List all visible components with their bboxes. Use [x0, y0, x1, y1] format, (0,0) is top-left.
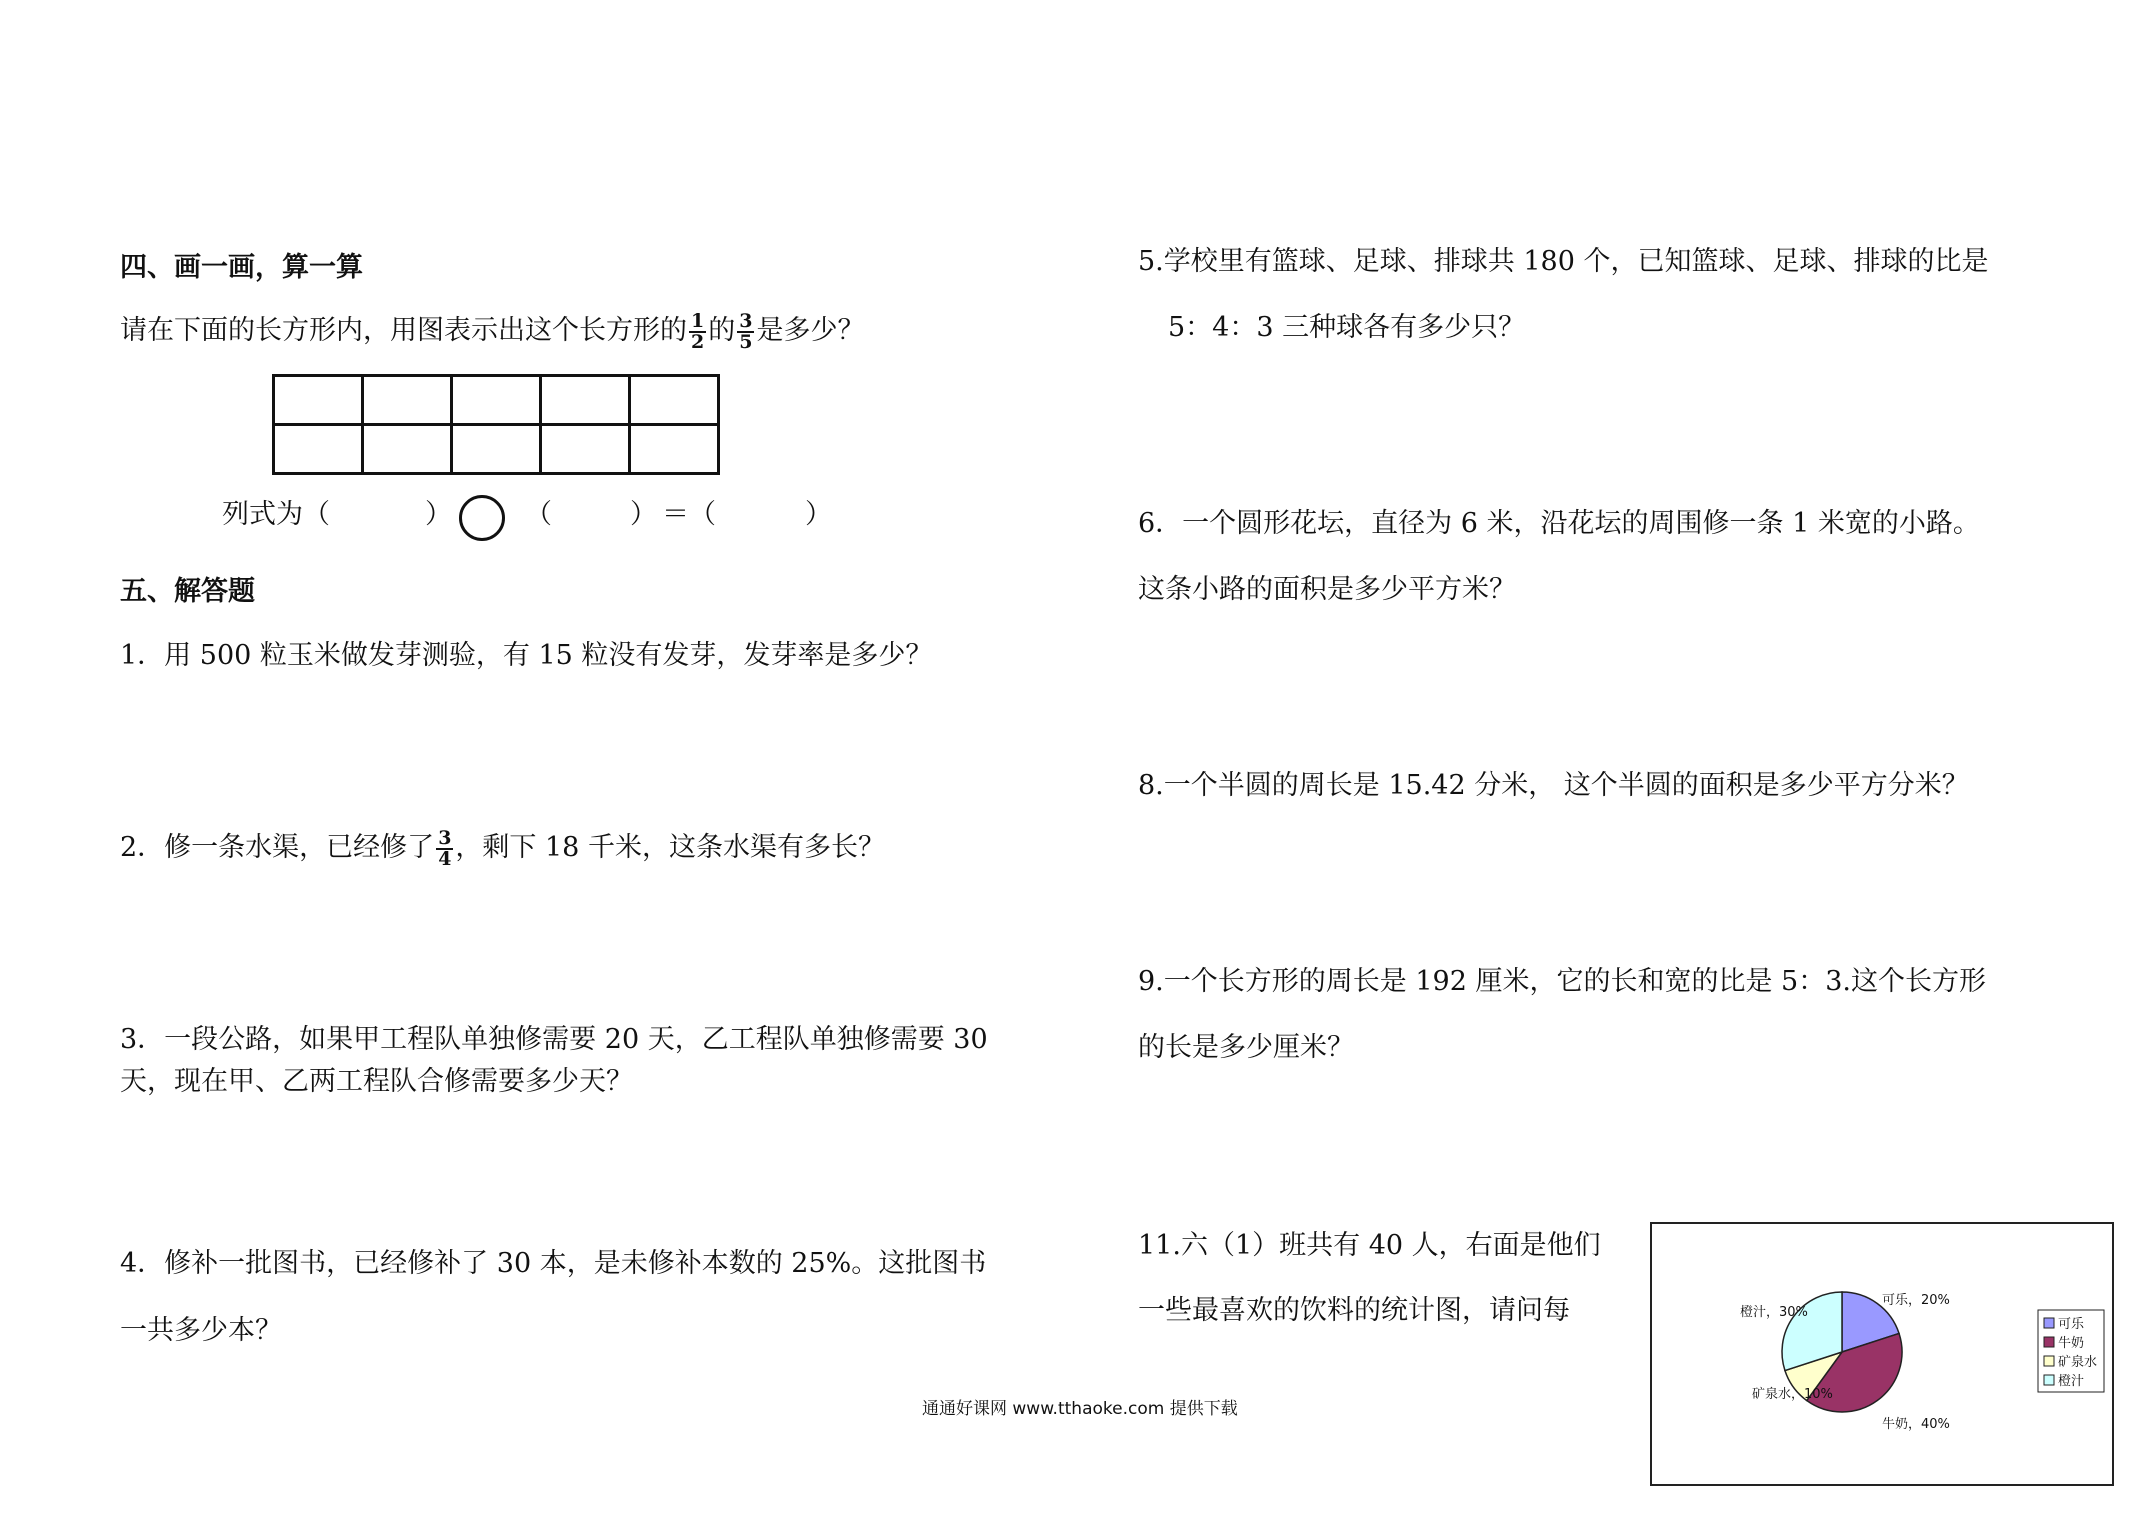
section-5-title: 五、解答题: [120, 576, 255, 607]
pie-slice-label: 可乐，20%: [1882, 1293, 1950, 1308]
question-4-line-2: 一共多少本？: [120, 1315, 282, 1346]
pie-slice-label: 橙汁，30%: [1740, 1305, 1808, 1320]
question-5-line-1: 5.学校里有篮球、足球、排球共 180 个，已知篮球、足球、排球的比是: [1138, 246, 1989, 277]
fraction-numerator: 3: [438, 826, 452, 849]
fraction-denominator: 2: [691, 330, 705, 353]
grid-cell: [452, 425, 541, 474]
grid-cell: [363, 376, 452, 425]
question-2-text-end: ，剩下 18 千米，这条水渠有多长？: [455, 832, 885, 863]
fraction-three-fifths: [737, 309, 754, 353]
prompt-text-mid: 的: [708, 315, 736, 346]
fraction-numerator: 3: [739, 309, 753, 332]
legend-label: 橙汁: [2058, 1374, 2085, 1389]
question-6-line-2: 这条小路的面积是多少平方米？: [1138, 574, 1516, 605]
pie-slice-label: 矿泉水，10%: [1752, 1387, 1833, 1402]
operator-circle: [459, 495, 505, 541]
section-4-prompt: [120, 309, 864, 353]
question-2-text-start: 2．修一条水渠，已经修了: [120, 832, 435, 863]
paren-close-3: ）: [805, 499, 832, 530]
question-11-line-1: 11.六（1）班共有 40 人，右面是他们: [1138, 1230, 1601, 1261]
grid-cell: [541, 376, 630, 425]
pie-slice-label: 牛奶，40%: [1882, 1417, 1950, 1432]
section-4-title: 四、画一画，算一算: [120, 252, 363, 283]
question-1: 1．用 500 粒玉米做发芽测验，有 15 粒没有发芽，发芽率是多少？: [120, 640, 933, 671]
question-11-line-2: 一些最喜欢的饮料的统计图，请问每: [1138, 1295, 1570, 1326]
question-3-line-2: 天，现在甲、乙两工程队合修需要多少天？: [120, 1066, 633, 1097]
formula-label: 列式为（: [222, 499, 330, 530]
legend-swatch: [2044, 1356, 2054, 1366]
paren-close-2: ）: [630, 499, 657, 530]
question-9-line-1: 9.一个长方形的周长是 192 厘米，它的长和宽的比是 5：3.这个长方形: [1138, 966, 1986, 997]
legend-label: 牛奶: [2058, 1336, 2085, 1351]
prompt-text-start: 请在下面的长方形内，用图表示出这个长方形的: [120, 315, 687, 346]
grid-cell: [274, 376, 363, 425]
rectangle-grid: [272, 374, 720, 475]
pie-chart: [1652, 1224, 2112, 1484]
fraction-denominator: 4: [438, 847, 452, 870]
equals-paren-open: ＝（: [662, 499, 716, 530]
grid-cell: [452, 376, 541, 425]
question-5-line-2: 5：4：3 三种球各有多少只？: [1168, 312, 1526, 343]
fraction-one-half: [689, 309, 706, 353]
paren-close-1: ）: [425, 499, 452, 530]
question-4-line-1: 4．修补一批图书，已经修补了 30 本，是未修补本数的 25%。这批图书: [120, 1248, 987, 1279]
grid-cell: [630, 425, 719, 474]
fraction-denominator: 5: [739, 330, 753, 353]
legend-label: 可乐: [2058, 1317, 2085, 1332]
question-3-line-1: 3．一段公路，如果甲工程队单独修需要 20 天，乙工程队单独修需要 30: [120, 1024, 988, 1055]
grid-cell: [363, 425, 452, 474]
legend-swatch: [2044, 1337, 2054, 1347]
grid-cell: [630, 376, 719, 425]
pie-chart-frame: [1650, 1222, 2114, 1486]
grid-cell: [541, 425, 630, 474]
paren-open-2: （: [525, 499, 552, 530]
question-8: 8.一个半圆的周长是 15.42 分米， 这个半圆的面积是多少平方分米？: [1138, 770, 1969, 801]
legend-swatch: [2044, 1318, 2054, 1328]
prompt-text-end: 是多少？: [756, 315, 865, 346]
fraction-three-quarters: [436, 826, 453, 870]
question-9-line-2: 的长是多少厘米？: [1138, 1032, 1354, 1063]
fraction-numerator: 1: [691, 309, 705, 332]
legend-label: 矿泉水: [2058, 1355, 2098, 1370]
question-6-line-1: 6．一个圆形花坛，直径为 6 米，沿花坛的周围修一条 1 米宽的小路。: [1138, 508, 1980, 539]
legend-swatch: [2044, 1375, 2054, 1385]
footer-credit: 通通好课网 www.tthaoke.com 提供下载: [922, 1399, 1238, 1419]
grid-cell: [274, 425, 363, 474]
question-2: [120, 826, 885, 870]
